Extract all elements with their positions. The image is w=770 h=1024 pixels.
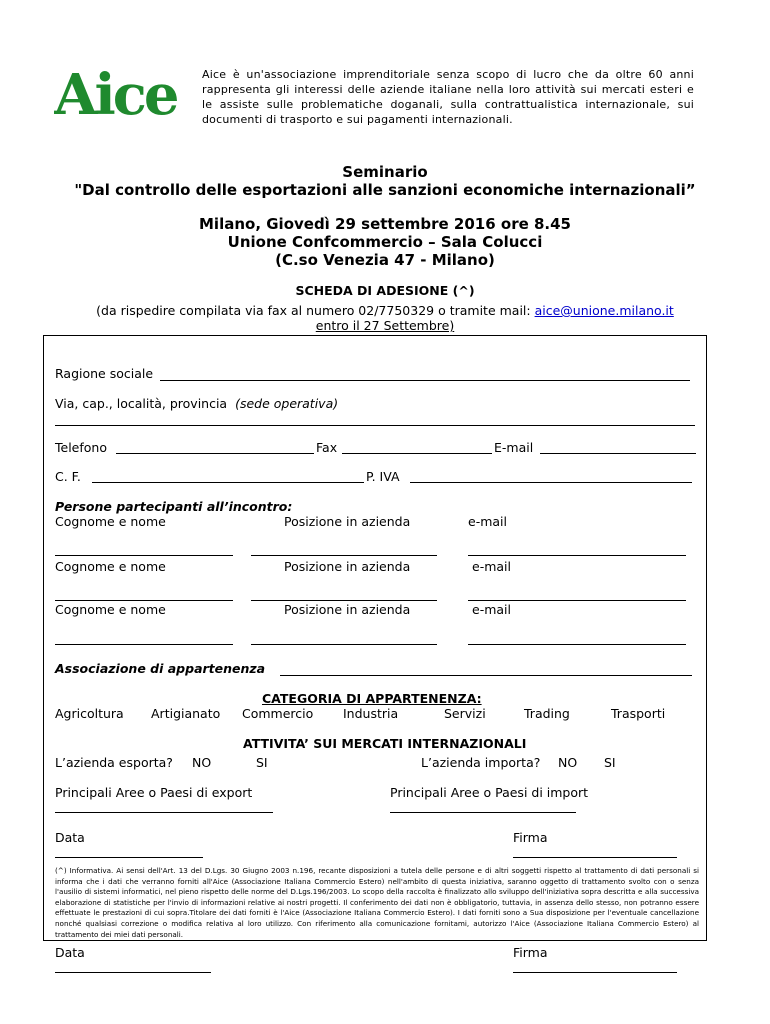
fax-field[interactable] xyxy=(342,453,492,454)
export-no[interactable]: NO xyxy=(192,755,212,770)
label-via xyxy=(55,396,338,411)
logo-text: Aice xyxy=(54,62,177,120)
export-areas-label: Principali Aree o Paesi di export xyxy=(55,785,253,800)
event-kind: Seminario xyxy=(342,163,428,181)
export-question: L’azienda esporta? xyxy=(55,755,173,770)
participant-email-field[interactable] xyxy=(468,555,686,556)
category-trasporti[interactable]: Trasporti xyxy=(611,706,666,721)
import-si[interactable]: SI xyxy=(604,755,616,770)
form-deadline: entro il 27 Settembre) xyxy=(315,318,455,333)
event-date: Milano, Giovedì 29 settembre 2016 ore 8.45 xyxy=(199,215,571,233)
via-text: Via, cap., località, provincia xyxy=(55,396,228,411)
participant-name-field[interactable] xyxy=(55,600,233,601)
label-fax: Fax xyxy=(316,440,338,455)
date-label-2: Data xyxy=(55,945,85,960)
import-areas-label: Principali Aree o Paesi di import xyxy=(390,785,589,800)
category-servizi[interactable]: Servizi xyxy=(444,706,486,721)
participant-position-field[interactable] xyxy=(251,600,437,601)
label-piva: P. IVA xyxy=(366,469,400,484)
instructions-text: (da rispedire compilata via fax al numero 02/7750329 o tramite mail: xyxy=(96,303,535,318)
form-title: SCHEDA DI ADESIONE (^) xyxy=(295,283,475,298)
date-field-1[interactable] xyxy=(55,857,203,858)
address-field[interactable] xyxy=(55,425,695,426)
ragione-sociale-field[interactable] xyxy=(160,380,690,381)
col-position-2: Posizione in azienda xyxy=(284,559,411,574)
date-label-1: Data xyxy=(55,830,85,845)
col-email-2: e-mail xyxy=(472,559,511,574)
aice-logo xyxy=(54,62,184,120)
form-instructions xyxy=(0,303,770,318)
category-trading[interactable]: Trading xyxy=(524,706,570,721)
event-venue: Unione Confcommercio – Sala Colucci xyxy=(227,233,543,251)
label-cf: C. F. xyxy=(55,469,81,484)
cf-field[interactable] xyxy=(92,482,364,483)
email-link[interactable]: aice@unione.milano.it xyxy=(534,303,674,318)
export-si[interactable]: SI xyxy=(256,755,268,770)
label-email: E-mail xyxy=(494,440,534,455)
piva-field[interactable] xyxy=(410,482,692,483)
col-position-1: Posizione in azienda xyxy=(284,514,411,529)
association-label: Associazione di appartenenza xyxy=(55,661,266,676)
category-heading: CATEGORIA DI APPARTENENZA: xyxy=(262,691,482,706)
participant-name-field[interactable] xyxy=(55,555,233,556)
category-commercio[interactable]: Commercio xyxy=(242,706,314,721)
privacy-note: (^) Informativa. Ai sensi dell'Art. 13 del D.Lgs. 30 Giugno 2003 n.196, recante disposizioni a tutela delle persone e di altri soggetti rispetto al trattamento di dati personali si informa che i dati che verranno forniti all'Aice (Associazione Italiana Commercio Estero) nell'ambito di questa iniziativa, saranno oggetto di trattamento svolto con o senza l'ausilio di sistemi informatici, nel pieno rispetto delle norme del D.Lgs.196/2003. Lo scopo della raccolta è finalizzato allo sviluppo dell'iniziativa sopra descritta e alla successiva elaborazione di statistiche per l'invio di informazioni relative ai nostri progetti. Il conferimento dei dati non è obbligatorio, tuttavia, in assenza dello stesso, non potranno essere effettuate le prestazioni di cui sopra.Titolare dei dati forniti è l'Aice (Associazione Italiana Commercio Estero). I dati forniti sono a Sua disposizione per l'eventuale cancellazione nonché qualsiasi correzione o modifica relativa al loro utilizzo. Con riferimento alla comunicazione fornitami, autorizzo l'Aice (Associazione Italiana Commercio Estero) al trattamento dei miei dati personali. xyxy=(55,866,699,939)
event-title: "Dal controllo delle esportazioni alle sanzioni economiche internazionali” xyxy=(74,181,696,199)
col-position-3: Posizione in azienda xyxy=(284,602,411,617)
participant-name-field[interactable] xyxy=(55,644,233,645)
participants-heading: Persone partecipanti all’incontro: xyxy=(55,499,293,514)
signature-field-1[interactable] xyxy=(513,857,677,858)
via-note: (sede operativa) xyxy=(235,396,339,411)
signature-label-1: Firma xyxy=(513,830,548,845)
col-surname-1: Cognome e nome xyxy=(55,514,166,529)
category-agricoltura[interactable]: Agricoltura xyxy=(55,706,124,721)
signature-field-2[interactable] xyxy=(513,972,677,973)
col-email-1: e-mail xyxy=(468,514,507,529)
col-email-3: e-mail xyxy=(472,602,511,617)
category-industria[interactable]: Industria xyxy=(343,706,399,721)
intro-text: Aice è un'associazione imprenditoriale senza scopo di lucro che da oltre 60 anni rappresenta gli interessi delle aziende italiane nella loro attività sui mercati esteri e le assiste sulle problematiche doganali, sulla contrattualistica internazionale, sui documenti di trasporto e sui pagamenti internazionali. xyxy=(202,68,694,126)
import-areas-field[interactable] xyxy=(390,812,576,813)
import-no[interactable]: NO xyxy=(558,755,578,770)
date-field-2[interactable] xyxy=(55,972,211,973)
label-telefono: Telefono xyxy=(55,440,107,455)
col-surname-3: Cognome e nome xyxy=(55,602,166,617)
participant-position-field[interactable] xyxy=(251,644,437,645)
participant-position-field[interactable] xyxy=(251,555,437,556)
category-artigianato[interactable]: Artigianato xyxy=(151,706,221,721)
association-field[interactable] xyxy=(280,675,692,676)
participant-email-field[interactable] xyxy=(468,600,686,601)
import-question: L’azienda importa? xyxy=(421,755,541,770)
telefono-field[interactable] xyxy=(116,453,314,454)
event-address: (C.so Venezia 47 - Milano) xyxy=(275,251,495,269)
label-ragione-sociale: Ragione sociale xyxy=(55,366,154,381)
participant-email-field[interactable] xyxy=(468,644,686,645)
activity-heading: ATTIVITA’ SUI MERCATI INTERNAZIONALI xyxy=(243,736,527,751)
col-surname-2: Cognome e nome xyxy=(55,559,166,574)
export-areas-field[interactable] xyxy=(55,812,273,813)
email-field[interactable] xyxy=(540,453,696,454)
signature-label-2: Firma xyxy=(513,945,548,960)
